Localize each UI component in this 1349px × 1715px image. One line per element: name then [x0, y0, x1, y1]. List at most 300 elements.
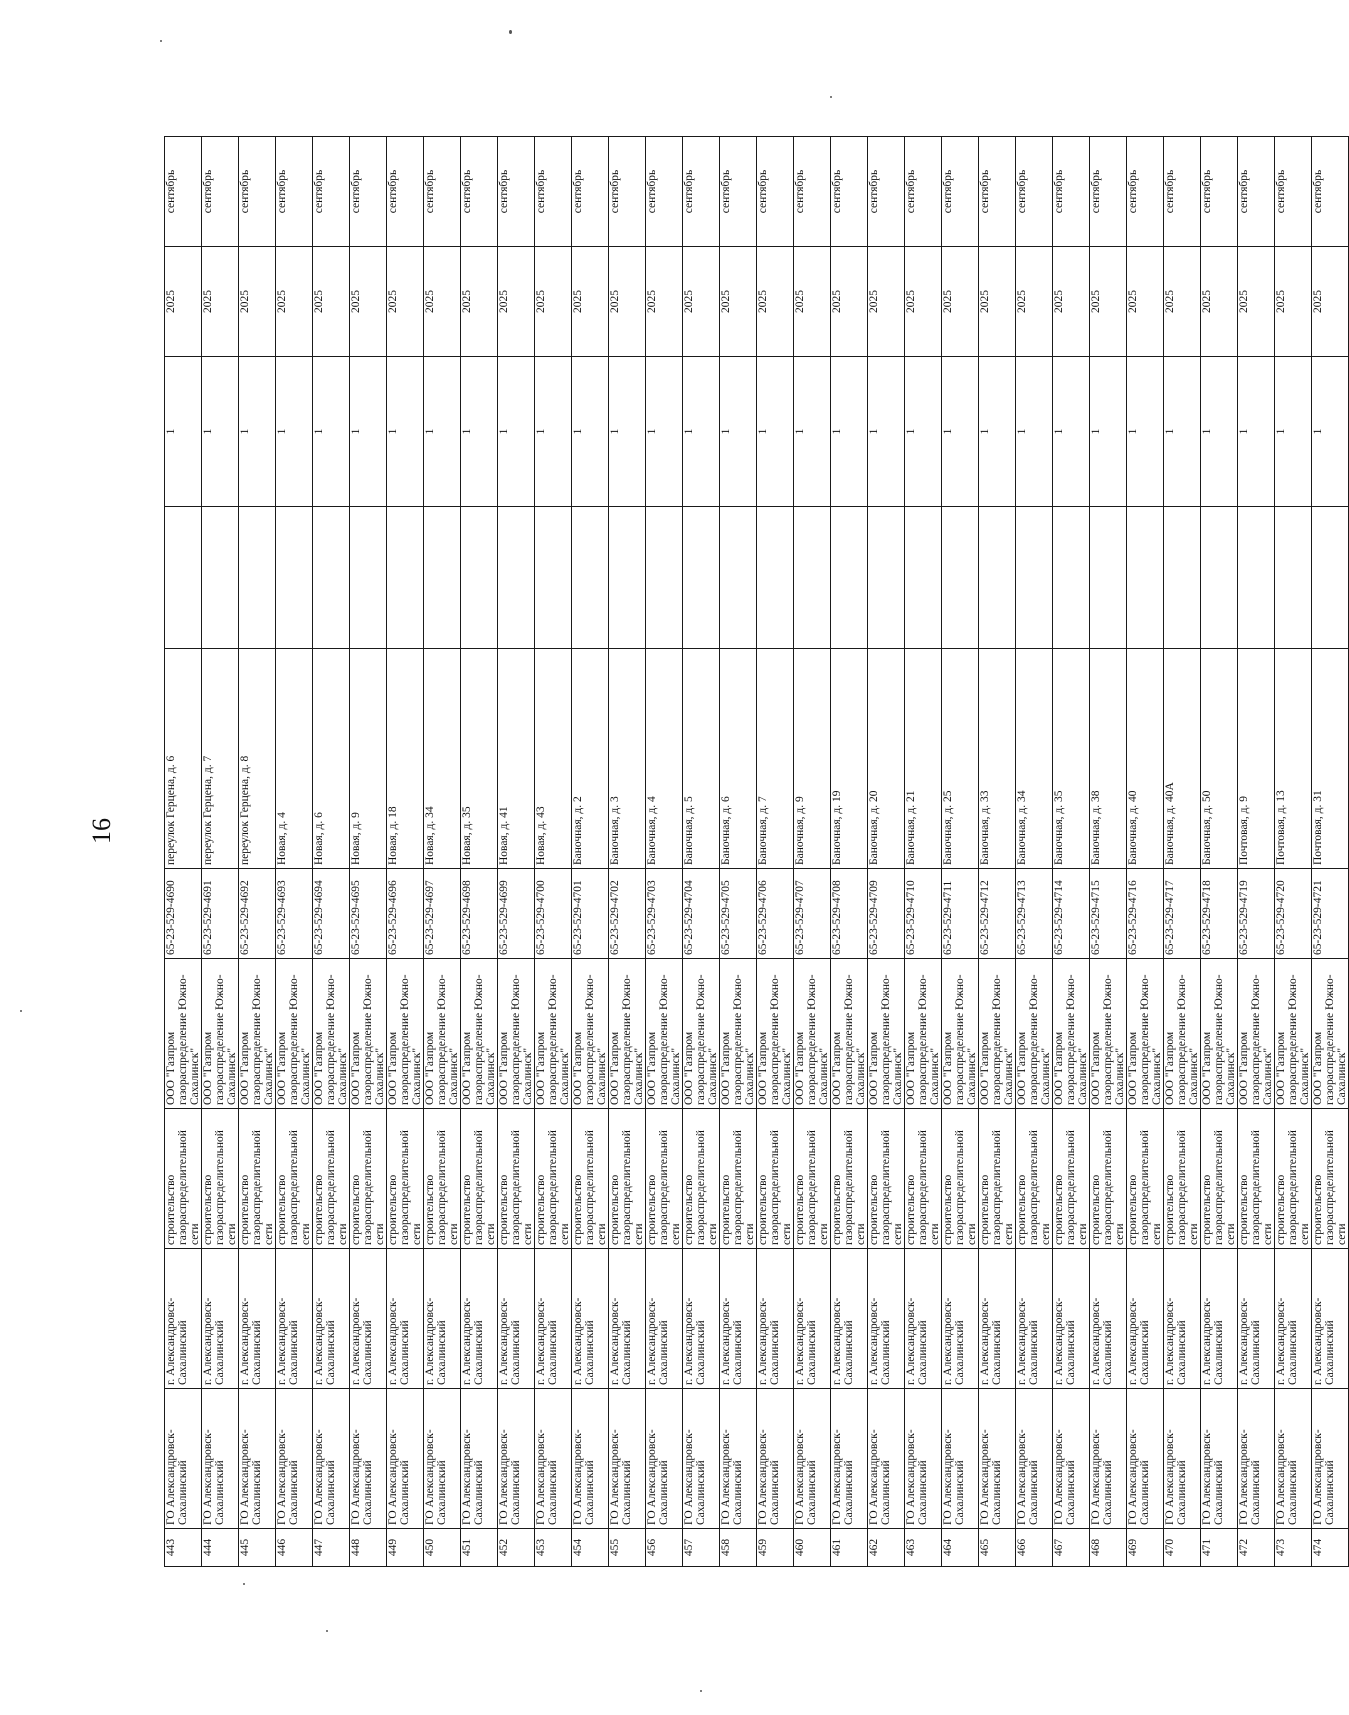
- address-cell: Баночная, д. 50: [1201, 649, 1238, 869]
- district-cell: ГО Александровск-Сахалинский: [350, 1389, 387, 1529]
- work-type-cell: строительство газораспределительной сети: [683, 1109, 720, 1249]
- table-row: [350, 137, 387, 1567]
- quantity-cell: 1: [1127, 357, 1164, 507]
- work-type-cell: строительство газораспределительной сети: [239, 1109, 276, 1249]
- row-number: 455: [609, 1529, 646, 1567]
- address-cell: Новая, д. 34: [424, 649, 461, 869]
- address-cell: Баночная, д. 35: [1053, 649, 1090, 869]
- address-cell: Новая, д. 41: [498, 649, 535, 869]
- district-cell: ГО Александровск-Сахалинский: [424, 1389, 461, 1529]
- organization-cell: ООО "Газпром газораспределение Южно-Сахалинск": [609, 959, 646, 1109]
- year-cell: 2025: [313, 247, 350, 357]
- month-cell: сентябрь: [1127, 137, 1164, 247]
- district-cell: ГО Александровск-Сахалинский: [979, 1389, 1016, 1529]
- row-number: 470: [1164, 1529, 1201, 1567]
- quantity-cell: 1: [202, 357, 239, 507]
- row-number: 456: [646, 1529, 683, 1567]
- row-number: 461: [831, 1529, 868, 1567]
- district-cell: ГО Александровск-Сахалинский: [683, 1389, 720, 1529]
- address-cell: Баночная, д. 4: [646, 649, 683, 869]
- empty-cell: [646, 507, 683, 649]
- settlement-cell: г. Александровск-Сахалинский: [276, 1249, 313, 1389]
- organization-cell: ООО "Газпром газораспределение Южно-Сахалинск": [831, 959, 868, 1109]
- organization-cell: ООО "Газпром газораспределение Южно-Сахалинск": [1312, 959, 1349, 1109]
- year-cell: 2025: [1053, 247, 1090, 357]
- table-row: [646, 137, 683, 1567]
- quantity-cell: 1: [1164, 357, 1201, 507]
- organization-cell: ООО "Газпром газораспределение Южно-Сахалинск": [498, 959, 535, 1109]
- empty-cell: [979, 507, 1016, 649]
- work-type-cell: строительство газораспределительной сети: [868, 1109, 905, 1249]
- quantity-cell: 1: [387, 357, 424, 507]
- settlement-cell: г. Александровск-Сахалинский: [720, 1249, 757, 1389]
- work-type-cell: строительство газораспределительной сети: [979, 1109, 1016, 1249]
- district-cell: ГО Александровск-Сахалинский: [609, 1389, 646, 1529]
- object-code-cell: 65-23-529-4712: [979, 869, 1016, 959]
- empty-cell: [794, 507, 831, 649]
- row-number: 446: [276, 1529, 313, 1567]
- address-cell: Баночная, д. 34: [1016, 649, 1053, 869]
- year-cell: 2025: [1312, 247, 1349, 357]
- row-number: 469: [1127, 1529, 1164, 1567]
- address-cell: Баночная, д. 2: [572, 649, 609, 869]
- address-cell: Баночная, д. 5: [683, 649, 720, 869]
- settlement-cell: г. Александровск-Сахалинский: [1016, 1249, 1053, 1389]
- work-type-cell: строительство газораспределительной сети: [905, 1109, 942, 1249]
- month-cell: сентябрь: [498, 137, 535, 247]
- year-cell: 2025: [535, 247, 572, 357]
- row-number: 464: [942, 1529, 979, 1567]
- organization-cell: ООО "Газпром газораспределение Южно-Сахалинск": [905, 959, 942, 1109]
- object-code-cell: 65-23-529-4713: [1016, 869, 1053, 959]
- quantity-cell: 1: [683, 357, 720, 507]
- district-cell: ГО Александровск-Сахалинский: [831, 1389, 868, 1529]
- month-cell: сентябрь: [905, 137, 942, 247]
- object-code-cell: 65-23-529-4695: [350, 869, 387, 959]
- address-cell: Баночная, д. 20: [868, 649, 905, 869]
- table-row: [831, 137, 868, 1567]
- object-code-cell: 65-23-529-4716: [1127, 869, 1164, 959]
- month-cell: сентябрь: [535, 137, 572, 247]
- scan-speck: [160, 40, 162, 42]
- district-cell: ГО Александровск-Сахалинский: [165, 1389, 202, 1529]
- settlement-cell: г. Александровск-Сахалинский: [313, 1249, 350, 1389]
- object-code-cell: 65-23-529-4701: [572, 869, 609, 959]
- registry-table: [164, 136, 1349, 1567]
- quantity-cell: 1: [720, 357, 757, 507]
- rotated-table-wrapper: [164, 137, 1348, 1567]
- address-cell: Баночная, д. 3: [609, 649, 646, 869]
- organization-cell: ООО "Газпром газораспределение Южно-Сахалинск": [572, 959, 609, 1109]
- year-cell: 2025: [942, 247, 979, 357]
- month-cell: сентябрь: [1090, 137, 1127, 247]
- table-row: [387, 137, 424, 1567]
- district-cell: ГО Александровск-Сахалинский: [794, 1389, 831, 1529]
- table-row: [1275, 137, 1312, 1567]
- empty-cell: [868, 507, 905, 649]
- object-code-cell: 65-23-529-4720: [1275, 869, 1312, 959]
- year-cell: 2025: [868, 247, 905, 357]
- empty-cell: [313, 507, 350, 649]
- quantity-cell: 1: [461, 357, 498, 507]
- month-cell: сентябрь: [239, 137, 276, 247]
- object-code-cell: 65-23-529-4702: [609, 869, 646, 959]
- row-number: 457: [683, 1529, 720, 1567]
- organization-cell: ООО "Газпром газораспределение Южно-Сахалинск": [276, 959, 313, 1109]
- organization-cell: ООО "Газпром газораспределение Южно-Сахалинск": [1201, 959, 1238, 1109]
- settlement-cell: г. Александровск-Сахалинский: [794, 1249, 831, 1389]
- row-number: 451: [461, 1529, 498, 1567]
- district-cell: ГО Александровск-Сахалинский: [276, 1389, 313, 1529]
- address-cell: Баночная, д. 25: [942, 649, 979, 869]
- empty-cell: [239, 507, 276, 649]
- year-cell: 2025: [905, 247, 942, 357]
- year-cell: 2025: [1201, 247, 1238, 357]
- table-row: [498, 137, 535, 1567]
- empty-cell: [535, 507, 572, 649]
- address-cell: Баночная, д. 21: [905, 649, 942, 869]
- empty-cell: [1090, 507, 1127, 649]
- object-code-cell: 65-23-529-4693: [276, 869, 313, 959]
- month-cell: сентябрь: [1238, 137, 1275, 247]
- row-number: 452: [498, 1529, 535, 1567]
- quantity-cell: 1: [1053, 357, 1090, 507]
- work-type-cell: строительство газораспределительной сети: [942, 1109, 979, 1249]
- quantity-cell: 1: [1016, 357, 1053, 507]
- row-number: 468: [1090, 1529, 1127, 1567]
- settlement-cell: г. Александровск-Сахалинский: [424, 1249, 461, 1389]
- month-cell: сентябрь: [868, 137, 905, 247]
- settlement-cell: г. Александровск-Сахалинский: [942, 1249, 979, 1389]
- month-cell: сентябрь: [757, 137, 794, 247]
- month-cell: сентябрь: [979, 137, 1016, 247]
- settlement-cell: г. Александровск-Сахалинский: [979, 1249, 1016, 1389]
- year-cell: 2025: [1016, 247, 1053, 357]
- row-number: 473: [1275, 1529, 1312, 1567]
- month-cell: сентябрь: [1201, 137, 1238, 247]
- scan-speck: [326, 1630, 328, 1632]
- object-code-cell: 65-23-529-4705: [720, 869, 757, 959]
- settlement-cell: г. Александровск-Сахалинский: [609, 1249, 646, 1389]
- table-row: [313, 137, 350, 1567]
- settlement-cell: г. Александровск-Сахалинский: [572, 1249, 609, 1389]
- object-code-cell: 65-23-529-4698: [461, 869, 498, 959]
- year-cell: 2025: [1090, 247, 1127, 357]
- address-cell: Баночная, д. 7: [757, 649, 794, 869]
- year-cell: 2025: [794, 247, 831, 357]
- year-cell: 2025: [572, 247, 609, 357]
- work-type-cell: строительство газораспределительной сети: [1238, 1109, 1275, 1249]
- settlement-cell: г. Александровск-Сахалинский: [831, 1249, 868, 1389]
- object-code-cell: 65-23-529-4721: [1312, 869, 1349, 959]
- object-code-cell: 65-23-529-4714: [1053, 869, 1090, 959]
- work-type-cell: строительство газораспределительной сети: [1016, 1109, 1053, 1249]
- district-cell: ГО Александровск-Сахалинский: [1275, 1389, 1312, 1529]
- year-cell: 2025: [1238, 247, 1275, 357]
- object-code-cell: 65-23-529-4710: [905, 869, 942, 959]
- quantity-cell: 1: [165, 357, 202, 507]
- empty-cell: [720, 507, 757, 649]
- row-number: 474: [1312, 1529, 1349, 1567]
- work-type-cell: строительство газораспределительной сети: [794, 1109, 831, 1249]
- object-code-cell: 65-23-529-4694: [313, 869, 350, 959]
- district-cell: ГО Александровск-Сахалинский: [1053, 1389, 1090, 1529]
- month-cell: сентябрь: [831, 137, 868, 247]
- year-cell: 2025: [350, 247, 387, 357]
- address-cell: Баночная, д. 6: [720, 649, 757, 869]
- district-cell: ГО Александровск-Сахалинский: [461, 1389, 498, 1529]
- month-cell: сентябрь: [165, 137, 202, 247]
- month-cell: сентябрь: [350, 137, 387, 247]
- address-cell: переулок Герцена, д. 6: [165, 649, 202, 869]
- quantity-cell: 1: [239, 357, 276, 507]
- table-row: [461, 137, 498, 1567]
- row-number: 472: [1238, 1529, 1275, 1567]
- organization-cell: ООО "Газпром газораспределение Южно-Сахалинск": [461, 959, 498, 1109]
- organization-cell: ООО "Газпром газораспределение Южно-Сахалинск": [1090, 959, 1127, 1109]
- empty-cell: [1127, 507, 1164, 649]
- quantity-cell: 1: [424, 357, 461, 507]
- month-cell: сентябрь: [202, 137, 239, 247]
- object-code-cell: 65-23-529-4692: [239, 869, 276, 959]
- empty-cell: [276, 507, 313, 649]
- settlement-cell: г. Александровск-Сахалинский: [1312, 1249, 1349, 1389]
- district-cell: ГО Александровск-Сахалинский: [572, 1389, 609, 1529]
- table-row: [424, 137, 461, 1567]
- work-type-cell: строительство газораспределительной сети: [646, 1109, 683, 1249]
- object-code-cell: 65-23-529-4706: [757, 869, 794, 959]
- row-number: 459: [757, 1529, 794, 1567]
- district-cell: ГО Александровск-Сахалинский: [1238, 1389, 1275, 1529]
- quantity-cell: 1: [498, 357, 535, 507]
- table-row: [535, 137, 572, 1567]
- month-cell: сентябрь: [313, 137, 350, 247]
- month-cell: сентябрь: [424, 137, 461, 247]
- address-cell: Баночная, д. 40А: [1164, 649, 1201, 869]
- address-cell: Баночная, д. 33: [979, 649, 1016, 869]
- quantity-cell: 1: [1312, 357, 1349, 507]
- month-cell: сентябрь: [794, 137, 831, 247]
- district-cell: ГО Александровск-Сахалинский: [498, 1389, 535, 1529]
- year-cell: 2025: [498, 247, 535, 357]
- row-number: 467: [1053, 1529, 1090, 1567]
- empty-cell: [1312, 507, 1349, 649]
- organization-cell: ООО "Газпром газораспределение Южно-Сахалинск": [202, 959, 239, 1109]
- month-cell: сентябрь: [683, 137, 720, 247]
- organization-cell: ООО "Газпром газораспределение Южно-Сахалинск": [350, 959, 387, 1109]
- empty-cell: [905, 507, 942, 649]
- empty-cell: [498, 507, 535, 649]
- empty-cell: [165, 507, 202, 649]
- empty-cell: [1053, 507, 1090, 649]
- work-type-cell: строительство газораспределительной сети: [720, 1109, 757, 1249]
- quantity-cell: 1: [979, 357, 1016, 507]
- quantity-cell: 1: [276, 357, 313, 507]
- year-cell: 2025: [424, 247, 461, 357]
- district-cell: ГО Александровск-Сахалинский: [1312, 1389, 1349, 1529]
- organization-cell: ООО "Газпром газораспределение Южно-Сахалинск": [1238, 959, 1275, 1109]
- address-cell: Баночная, д. 19: [831, 649, 868, 869]
- empty-cell: [202, 507, 239, 649]
- quantity-cell: 1: [350, 357, 387, 507]
- settlement-cell: г. Александровск-Сахалинский: [1201, 1249, 1238, 1389]
- quantity-cell: 1: [1238, 357, 1275, 507]
- month-cell: сентябрь: [646, 137, 683, 247]
- object-code-cell: 65-23-529-4708: [831, 869, 868, 959]
- work-type-cell: строительство газораспределительной сети: [498, 1109, 535, 1249]
- empty-cell: [831, 507, 868, 649]
- organization-cell: ООО "Газпром газораспределение Южно-Сахалинск": [794, 959, 831, 1109]
- quantity-cell: 1: [1201, 357, 1238, 507]
- address-cell: Новая, д. 18: [387, 649, 424, 869]
- scan-speck: [20, 1010, 22, 1012]
- month-cell: сентябрь: [1312, 137, 1349, 247]
- table-row: [1238, 137, 1275, 1567]
- year-cell: 2025: [646, 247, 683, 357]
- table-row: [1201, 137, 1238, 1567]
- scan-speck: [700, 1690, 702, 1692]
- work-type-cell: строительство газораспределительной сети: [609, 1109, 646, 1249]
- month-cell: сентябрь: [1164, 137, 1201, 247]
- organization-cell: ООО "Газпром газораспределение Южно-Сахалинск": [424, 959, 461, 1109]
- object-code-cell: 65-23-529-4704: [683, 869, 720, 959]
- address-cell: Новая, д. 35: [461, 649, 498, 869]
- settlement-cell: г. Александровск-Сахалинский: [1275, 1249, 1312, 1389]
- quantity-cell: 1: [794, 357, 831, 507]
- object-code-cell: 65-23-529-4717: [1164, 869, 1201, 959]
- settlement-cell: г. Александровск-Сахалинский: [202, 1249, 239, 1389]
- empty-cell: [572, 507, 609, 649]
- quantity-cell: 1: [572, 357, 609, 507]
- year-cell: 2025: [757, 247, 794, 357]
- row-number: 450: [424, 1529, 461, 1567]
- district-cell: ГО Александровск-Сахалинский: [646, 1389, 683, 1529]
- quantity-cell: 1: [868, 357, 905, 507]
- year-cell: 2025: [831, 247, 868, 357]
- work-type-cell: строительство газораспределительной сети: [1201, 1109, 1238, 1249]
- object-code-cell: 65-23-529-4691: [202, 869, 239, 959]
- row-number: 463: [905, 1529, 942, 1567]
- table-row: [239, 137, 276, 1567]
- table-row: [1127, 137, 1164, 1567]
- table-row: [1312, 137, 1349, 1567]
- settlement-cell: г. Александровск-Сахалинский: [387, 1249, 424, 1389]
- empty-cell: [609, 507, 646, 649]
- empty-cell: [757, 507, 794, 649]
- district-cell: ГО Александровск-Сахалинский: [942, 1389, 979, 1529]
- row-number: 447: [313, 1529, 350, 1567]
- year-cell: 2025: [609, 247, 646, 357]
- object-code-cell: 65-23-529-4707: [794, 869, 831, 959]
- district-cell: ГО Александровск-Сахалинский: [905, 1389, 942, 1529]
- row-number: 454: [572, 1529, 609, 1567]
- scan-speck: [243, 1583, 245, 1585]
- row-number: 448: [350, 1529, 387, 1567]
- organization-cell: ООО "Газпром газораспределение Южно-Сахалинск": [313, 959, 350, 1109]
- district-cell: ГО Александровск-Сахалинский: [1127, 1389, 1164, 1529]
- month-cell: сентябрь: [942, 137, 979, 247]
- empty-cell: [683, 507, 720, 649]
- object-code-cell: 65-23-529-4719: [1238, 869, 1275, 959]
- table-row: [868, 137, 905, 1567]
- empty-cell: [387, 507, 424, 649]
- district-cell: ГО Александровск-Сахалинский: [1016, 1389, 1053, 1529]
- row-number: 449: [387, 1529, 424, 1567]
- object-code-cell: 65-23-529-4703: [646, 869, 683, 959]
- organization-cell: ООО "Газпром газораспределение Южно-Сахалинск": [1164, 959, 1201, 1109]
- object-code-cell: 65-23-529-4690: [165, 869, 202, 959]
- district-cell: ГО Александровск-Сахалинский: [239, 1389, 276, 1529]
- quantity-cell: 1: [1090, 357, 1127, 507]
- work-type-cell: строительство газораспределительной сети: [831, 1109, 868, 1249]
- scan-speck: [830, 96, 832, 98]
- organization-cell: ООО "Газпром газораспределение Южно-Сахалинск": [757, 959, 794, 1109]
- address-cell: Баночная, д. 40: [1127, 649, 1164, 869]
- settlement-cell: г. Александровск-Сахалинский: [350, 1249, 387, 1389]
- address-cell: Новая, д. 9: [350, 649, 387, 869]
- table-row: [794, 137, 831, 1567]
- month-cell: сентябрь: [609, 137, 646, 247]
- work-type-cell: строительство газораспределительной сети: [1053, 1109, 1090, 1249]
- organization-cell: ООО "Газпром газораспределение Южно-Сахалинск": [165, 959, 202, 1109]
- address-cell: переулок Герцена, д. 8: [239, 649, 276, 869]
- settlement-cell: г. Александровск-Сахалинский: [535, 1249, 572, 1389]
- district-cell: ГО Александровск-Сахалинский: [535, 1389, 572, 1529]
- table-row: [1053, 137, 1090, 1567]
- organization-cell: ООО "Газпром газораспределение Южно-Сахалинск": [942, 959, 979, 1109]
- object-code-cell: 65-23-529-4709: [868, 869, 905, 959]
- settlement-cell: г. Александровск-Сахалинский: [757, 1249, 794, 1389]
- empty-cell: [424, 507, 461, 649]
- settlement-cell: г. Александровск-Сахалинский: [498, 1249, 535, 1389]
- year-cell: 2025: [202, 247, 239, 357]
- work-type-cell: строительство газораспределительной сети: [165, 1109, 202, 1249]
- row-number: 460: [794, 1529, 831, 1567]
- organization-cell: ООО "Газпром газораспределение Южно-Сахалинск": [1275, 959, 1312, 1109]
- district-cell: ГО Александровск-Сахалинский: [1164, 1389, 1201, 1529]
- work-type-cell: строительство газораспределительной сети: [276, 1109, 313, 1249]
- organization-cell: ООО "Газпром газораспределение Южно-Сахалинск": [239, 959, 276, 1109]
- empty-cell: [461, 507, 498, 649]
- empty-cell: [1016, 507, 1053, 649]
- district-cell: ГО Александровск-Сахалинский: [313, 1389, 350, 1529]
- row-number: 445: [239, 1529, 276, 1567]
- work-type-cell: строительство газораспределительной сети: [1164, 1109, 1201, 1249]
- settlement-cell: г. Александровск-Сахалинский: [1090, 1249, 1127, 1389]
- table-row: [683, 137, 720, 1567]
- work-type-cell: строительство газораспределительной сети: [424, 1109, 461, 1249]
- address-cell: Новая, д. 43: [535, 649, 572, 869]
- row-number: 458: [720, 1529, 757, 1567]
- district-cell: ГО Александровск-Сахалинский: [757, 1389, 794, 1529]
- year-cell: 2025: [276, 247, 313, 357]
- organization-cell: ООО "Газпром газораспределение Южно-Сахалинск": [1127, 959, 1164, 1109]
- district-cell: ГО Александровск-Сахалинский: [202, 1389, 239, 1529]
- organization-cell: ООО "Газпром газораспределение Южно-Сахалинск": [868, 959, 905, 1109]
- address-cell: Новая, д. 6: [313, 649, 350, 869]
- settlement-cell: г. Александровск-Сахалинский: [868, 1249, 905, 1389]
- quantity-cell: 1: [757, 357, 794, 507]
- work-type-cell: строительство газораспределительной сети: [1312, 1109, 1349, 1249]
- district-cell: ГО Александровск-Сахалинский: [1201, 1389, 1238, 1529]
- organization-cell: ООО "Газпром газораспределение Южно-Сахалинск": [1053, 959, 1090, 1109]
- district-cell: ГО Александровск-Сахалинский: [868, 1389, 905, 1529]
- quantity-cell: 1: [646, 357, 683, 507]
- work-type-cell: строительство газораспределительной сети: [350, 1109, 387, 1249]
- year-cell: 2025: [1275, 247, 1312, 357]
- month-cell: сентябрь: [1053, 137, 1090, 247]
- row-number: 471: [1201, 1529, 1238, 1567]
